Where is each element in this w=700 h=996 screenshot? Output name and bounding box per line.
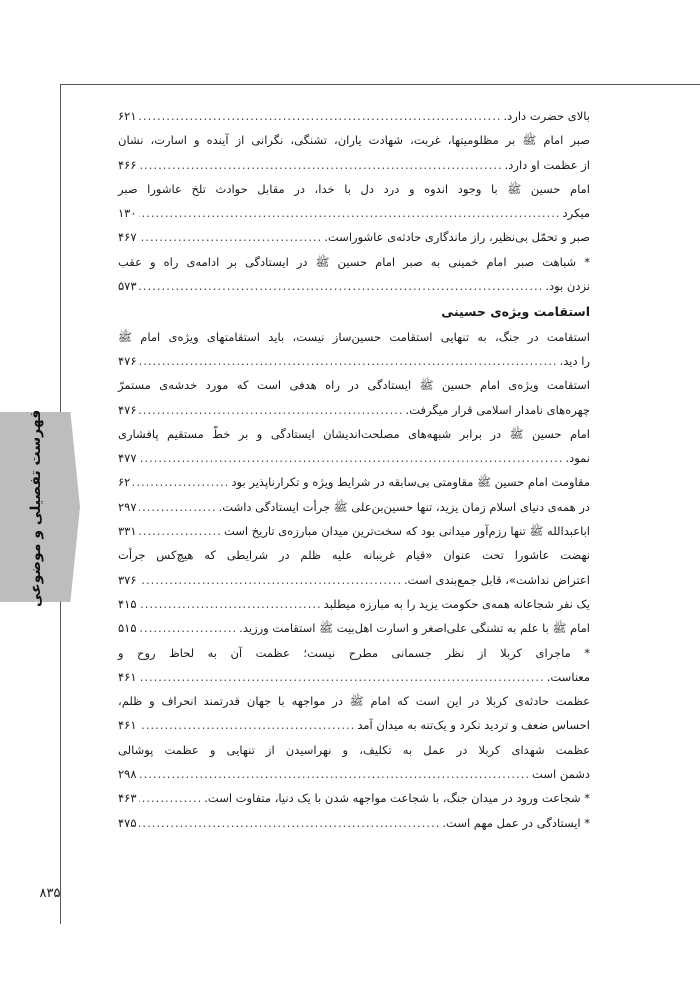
entry-text: دشمن است <box>532 767 590 782</box>
index-entry <box>118 616 590 640</box>
dot-leader <box>139 665 545 689</box>
entry-page-number: ۴۷۵ <box>118 815 137 830</box>
entry-final-line <box>118 104 590 128</box>
entry-page-number: ۴۶۶ <box>118 157 137 172</box>
entry-page-number: ۶۲۱ <box>118 109 137 123</box>
entries-block-2 <box>118 325 590 835</box>
index-entry <box>118 325 590 374</box>
entry-text: میکرد <box>562 206 590 221</box>
dot-leader <box>139 616 238 640</box>
entry-final-line <box>118 762 590 786</box>
entry-page-number: ۴۶۱ <box>118 669 137 684</box>
entry-page-number: ۴۶۱ <box>118 718 137 733</box>
entry-final-line <box>118 153 590 177</box>
entry-text-line: * شباهت صبر امام خمینی به صبر امام حسین ﷺ در ایستادگی بر ادامه‌ی راه و عقب <box>118 254 590 269</box>
entry-page-number: ۴۷۷ <box>118 451 137 466</box>
index-entry <box>118 128 590 177</box>
entry-page-number: ۵۱۵ <box>118 621 137 636</box>
dot-leader <box>139 811 441 835</box>
entry-page-number: ۱۳۰ <box>118 206 137 221</box>
dot-leader <box>139 104 502 128</box>
dot-leader <box>139 153 503 177</box>
index-entry <box>118 786 590 810</box>
entry-page-number: ۴۷۶ <box>118 353 137 368</box>
dot-leader <box>139 495 217 519</box>
entry-text: اعتراض نداشت»، قابل جمع‌بندی است. <box>404 572 590 587</box>
dot-leader <box>139 592 322 616</box>
entry-text: احساس ضعف و تردید نکرد و یک‌تنه به میدان آمد <box>357 718 590 733</box>
entry-text: صبر و تحمّل بی‌نظیر، راز ماندگاری حادثه‌ی عاشوراست. <box>324 230 590 245</box>
entry-final-line <box>118 713 590 737</box>
entry-text-line: استقامت در جنگ، به تنهایی استقامت حسین‌ساز نیست، باید استقامتهای ویژه‌ی امام ﷺ <box>118 329 590 344</box>
side-tab-label: فهرست تفصیلی و موضوعی <box>28 409 44 607</box>
dot-leader <box>139 201 561 225</box>
entry-final-line <box>118 519 590 543</box>
entry-final-line <box>118 225 590 249</box>
entry-text: * شجاعت ورود در میدان جنگ، با شجاعت مواجهه شدن با یک دنیا، متفاوت است. <box>204 791 590 806</box>
entry-final-line <box>118 665 590 689</box>
entry-page-number: ۲۹۷ <box>118 499 137 514</box>
page-frame-top <box>60 84 700 85</box>
entry-page-number: ۵۷۳ <box>118 279 137 294</box>
entry-text: مقاومت امام حسین ﷺ مقاومتی بی‌سابقه در شرایط ویژه و تکرارناپذیر بود <box>231 475 590 490</box>
index-entry <box>118 641 590 690</box>
entry-final-line <box>118 274 590 298</box>
index-entry <box>118 104 590 128</box>
entry-page-number: ۳۳۱ <box>118 524 137 539</box>
entry-text: از عظمت او دارد. <box>504 157 590 172</box>
entry-final-line <box>118 201 590 225</box>
entry-text-line: نهضت عاشورا تحت عنوان «قیام غریبانه علیه ظلم در شرایطی که هیچ‌کس جرأت <box>118 548 590 563</box>
entry-page-number: ۲۹۸ <box>118 767 137 782</box>
entry-page-number: ۴۷۶ <box>118 402 137 417</box>
entry-text: امام ﷺ با علم به تشنگی علی‌اصغر و اسارت اهل‌بیت ﷺ استقامت ورزید. <box>239 621 590 636</box>
dot-leader <box>139 762 531 786</box>
entry-text: چهره‌های نامدار اسلامی قرار میگرفت. <box>405 402 590 417</box>
dot-leader <box>139 398 404 422</box>
dot-leader <box>139 274 544 298</box>
index-entry <box>118 422 590 471</box>
entry-text-line: * ماجرای کربلا از نظر جسمانی مطرح نیست؛ عظمت آن به لحاظ روح و <box>118 645 590 660</box>
entry-final-line <box>118 398 590 422</box>
entry-page-number: ۴۱۵ <box>118 596 137 611</box>
section-heading: استقامت ویژه‌ی حسینی <box>441 304 590 320</box>
entry-text-line: عظمت حادثه‌ی کربلا در این است که امام ﷺ در مواجهه با جهان قدرتمند انحراف و ظلم، <box>118 694 590 709</box>
entry-final-line <box>118 616 590 640</box>
index-content <box>118 104 590 835</box>
page-number: ۸۳۵ <box>39 886 61 901</box>
entry-final-line <box>118 495 590 519</box>
dot-leader <box>139 349 558 373</box>
entry-final-line <box>118 568 590 592</box>
entry-final-line <box>118 470 590 494</box>
dot-leader <box>139 568 402 592</box>
entry-text-line: استقامت ویژه‌ی امام حسین ﷺ ایستادگی در راه هدفی است که مورد خدشه‌ی مستمرّ <box>118 378 590 393</box>
dot-leader <box>139 713 356 737</box>
entry-text-line: صبر امام ﷺ بر مظلومیتها، غربت، شهادت یاران، تشنگی، نگرانی از آینده و اسارت، نشان <box>118 133 590 148</box>
entry-page-number: ۳۷۶ <box>118 572 137 587</box>
entry-text-line: امام حسین ﷺ در برابر شبهه‌های مصلحت‌اندیشان ایستادگی و بر خطّ مستقیم پافشاری <box>118 426 590 441</box>
dot-leader <box>132 470 229 494</box>
index-entry <box>118 373 590 422</box>
dot-leader <box>139 786 203 810</box>
dot-leader <box>139 519 222 543</box>
entry-text: را دید. <box>559 353 590 368</box>
index-entry <box>118 689 590 738</box>
index-entry <box>118 470 590 494</box>
entry-text: نمود. <box>565 451 590 466</box>
dot-leader <box>139 446 564 470</box>
entry-text: معناست. <box>546 669 590 684</box>
entry-final-line <box>118 446 590 470</box>
entry-text-line: امام حسین ﷺ با وجود اندوه و درد دل با خدا، در مقابل حوادث تلخ عاشورا صبر <box>118 181 590 196</box>
entry-text: یک نفر شجاعانه همه‌ی حکومت یزید را به مبارزه میطلبد <box>323 596 590 611</box>
entry-text: * ایستادگی در عمل مهم است. <box>442 815 590 830</box>
index-entry <box>118 225 590 249</box>
index-entry <box>118 250 590 299</box>
entry-page-number: ۴۶۷ <box>118 230 137 245</box>
entry-text: نزدن بود. <box>545 279 590 294</box>
index-entry <box>118 495 590 519</box>
index-entry <box>118 592 590 616</box>
entry-text-line: عظمت شهدای کربلا در عمل به تکلیف، و نهراسیدن از تنهایی و عظمت پوشالی <box>118 742 590 757</box>
index-entry <box>118 543 590 592</box>
entry-page-number: ۶۲ <box>118 475 131 490</box>
entry-final-line <box>118 592 590 616</box>
index-entry <box>118 519 590 543</box>
index-entry <box>118 738 590 787</box>
entry-page-number: ۴۶۳ <box>118 791 137 806</box>
entry-final-line <box>118 786 590 810</box>
entry-text: اباعبدالله ﷺ تنها رزم‌آور میدانی بود که سخت‌ترین میدان مبارزه‌ی تاریخ است <box>223 524 590 539</box>
entry-final-line <box>118 349 590 373</box>
index-entry <box>118 811 590 835</box>
dot-leader <box>139 225 323 249</box>
entries-block-1 <box>118 104 590 298</box>
index-entry <box>118 177 590 226</box>
entry-final-line <box>118 811 590 835</box>
entry-text: بالای حضرت دارد. <box>503 109 590 123</box>
entry-text: در همه‌ی دنیای اسلام زمان یزید، تنها حسین‌بن‌علی ﷺ جرأت ایستادگی داشت. <box>218 499 590 514</box>
